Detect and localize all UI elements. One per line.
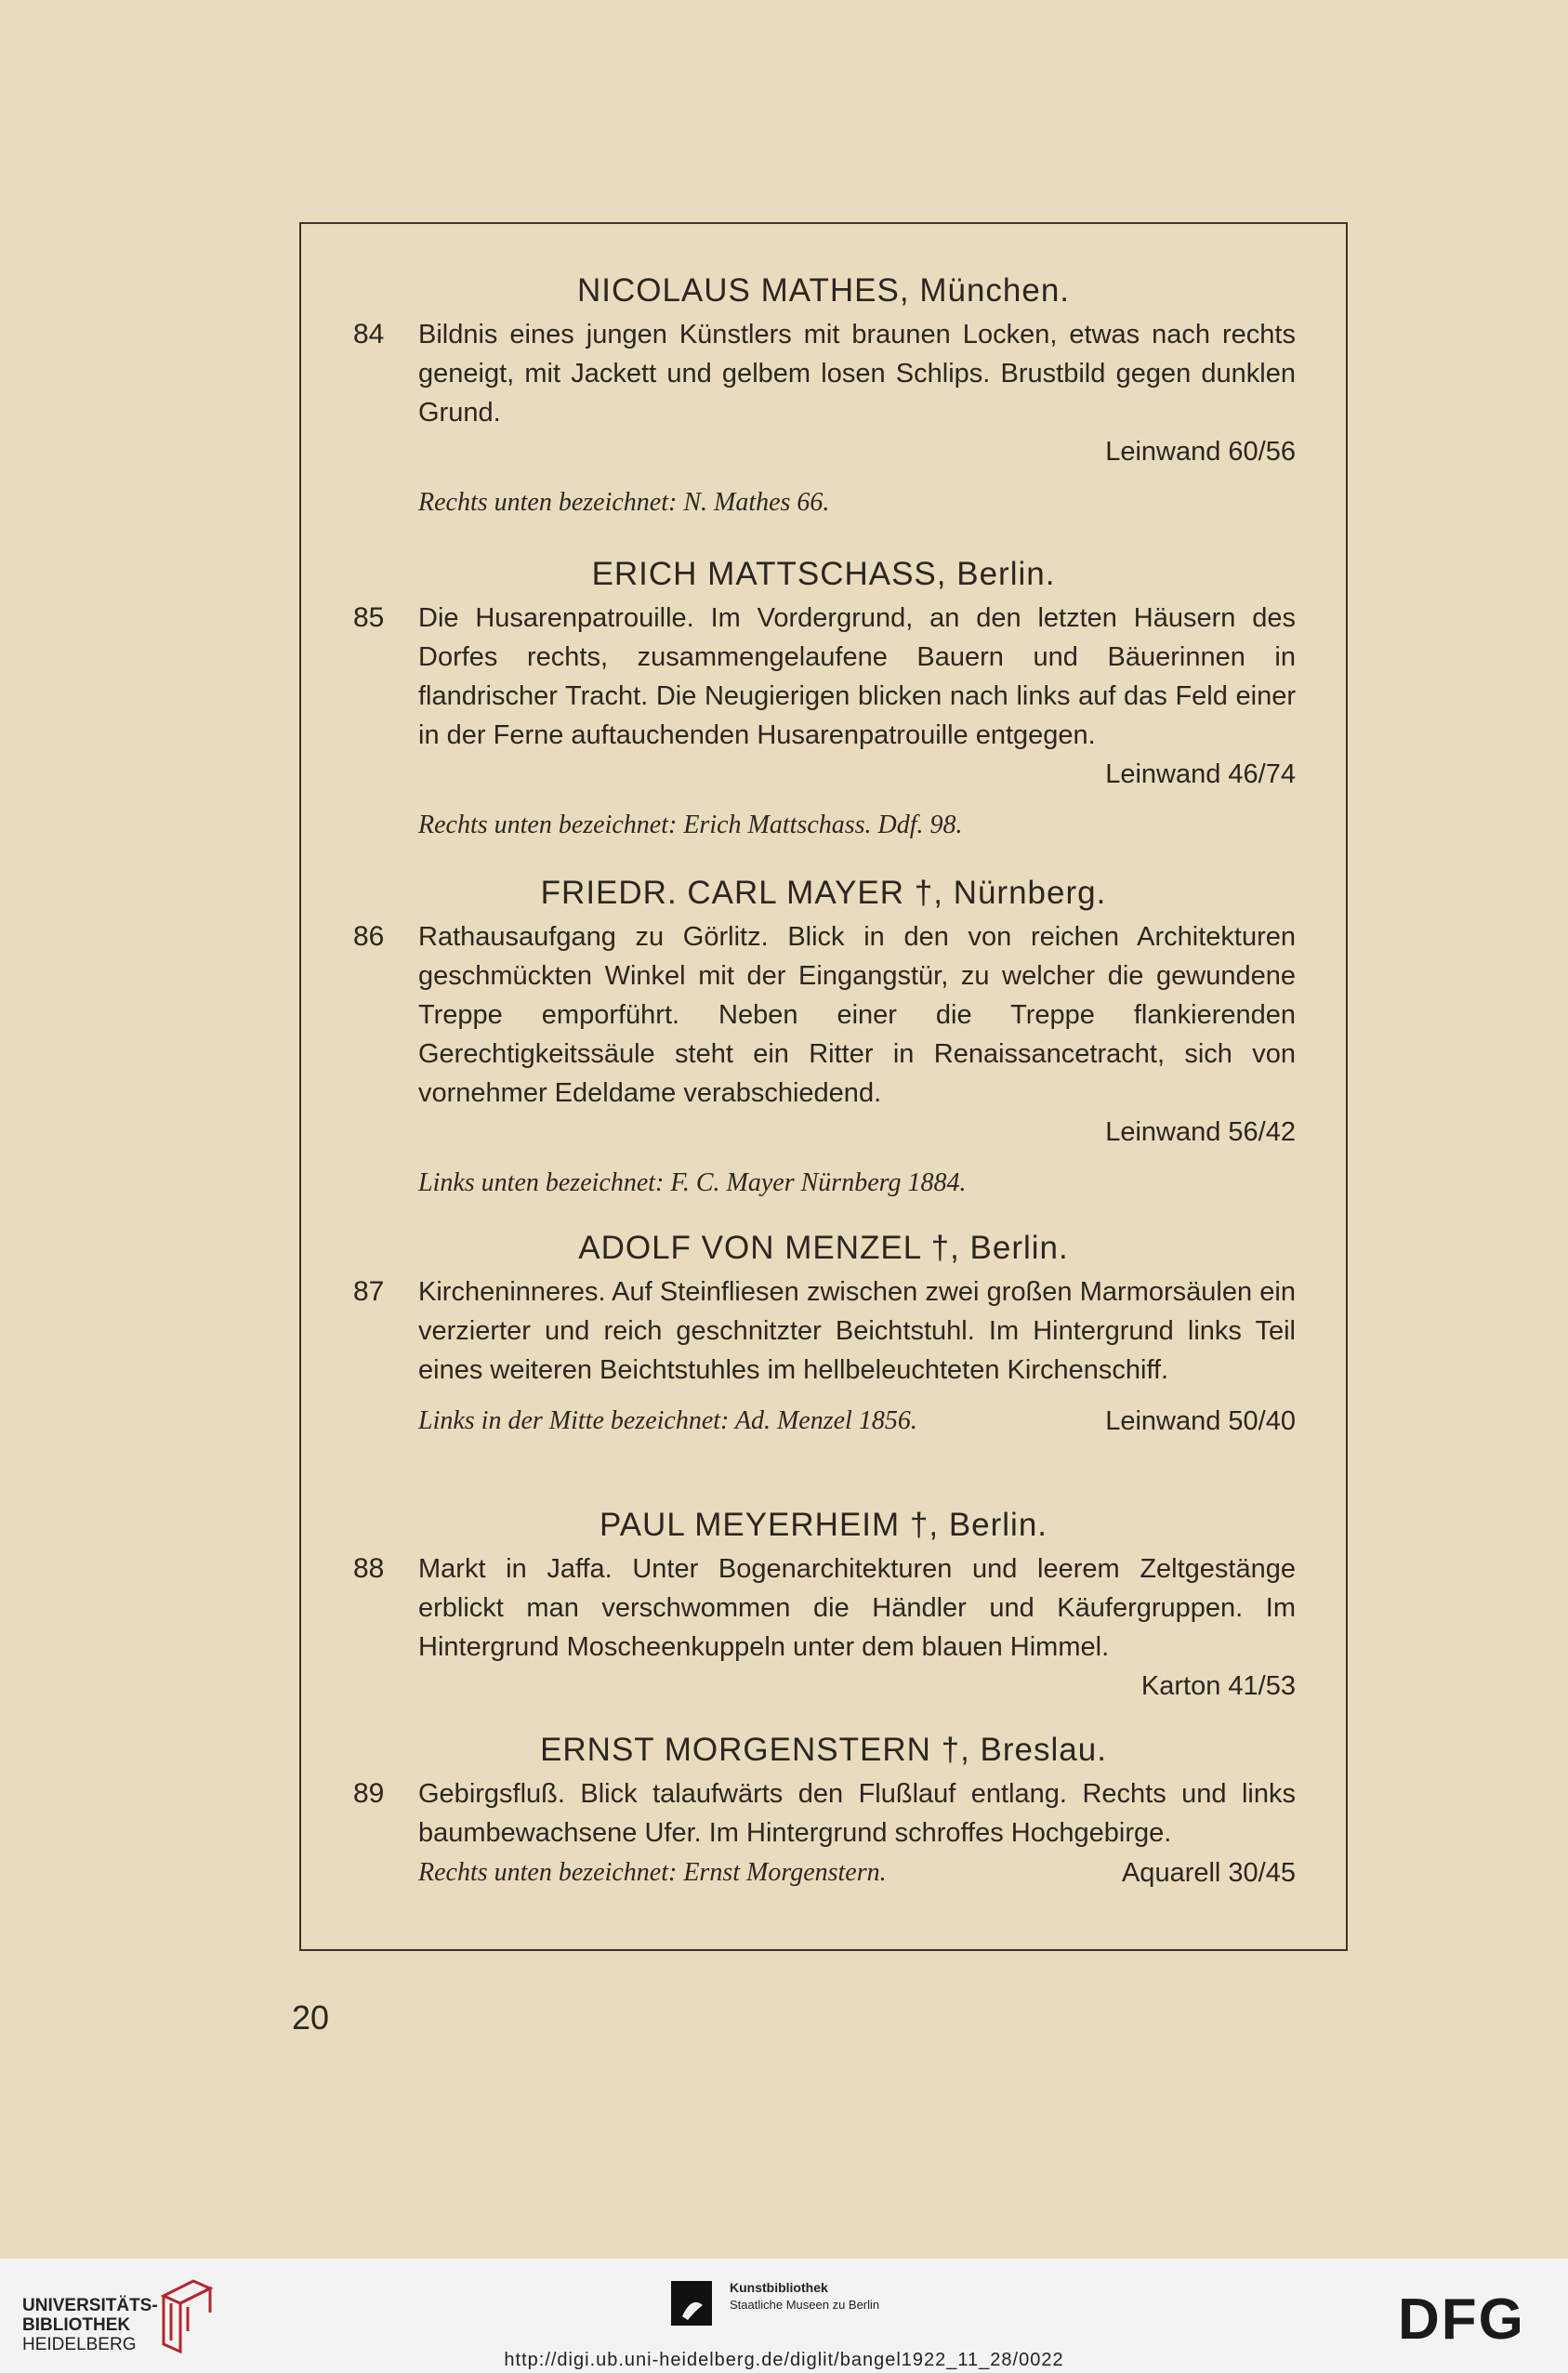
- description-text: Gebirgsfluß. Blick talaufwärts den Flußlauf entlang. Rechts und links baumbewachsene Ufer. Im Hintergrund schroffes Hochgebirge.: [418, 1779, 1296, 1848]
- lot-description: [418, 1272, 1296, 1390]
- technique: Leinwand 56/42: [1105, 1117, 1296, 1147]
- library-logo-icon: [156, 2275, 217, 2355]
- lot-description: [418, 917, 1296, 1152]
- artist-heading: ERNST MORGENSTERN †, Breslau.: [540, 1732, 1107, 1768]
- lot-description: [418, 599, 1296, 794]
- technique: Karton 41/53: [1140, 1671, 1296, 1701]
- lot-number: 87: [353, 1276, 385, 1307]
- catalog-entry-89: [301, 1730, 1346, 1892]
- kunstbibliothek-name: Kunstbibliothek Staatliche Museen zu Berlin: [730, 2280, 880, 2312]
- technique: Leinwand 46/74: [1105, 759, 1296, 789]
- technique: Leinwand 50/40: [1105, 1406, 1296, 1436]
- description-text: Kircheninneres. Auf Steinfliesen zwischen zwei großen Marmorsäulen ein verzierter und reich geschnitzter Beichtstuhl. Im Hintergrund links Teil eines weiteren Beichtstuhles im hellbeleuchteten Kirchenschiff.: [418, 1277, 1296, 1385]
- page-number: 20: [292, 1998, 330, 2037]
- signature-note: Rechts unten bezeichnet: Erich Mattschass. Ddf. 98.: [418, 811, 963, 839]
- signature-note: Rechts unten bezeichnet: N. Mathes 66.: [418, 488, 830, 517]
- source-url[interactable]: http://digi.ub.uni-heidelberg.de/diglit/bangel1922_11_28/0022: [504, 2350, 1064, 2370]
- digitization-footer: [0, 2259, 1568, 2373]
- signature-note: Rechts unten bezeichnet: Ernst Morgenstern. Aquarell 30/45: [418, 1854, 1296, 1892]
- dfg-logo: DFG: [1398, 2287, 1525, 2352]
- catalog-frame: [299, 222, 1348, 1951]
- description-text: Die Husarenpatrouille. Im Vordergrund, an den letzten Häusern des Dorfes rechts, zusammengelaufene Bauern und Bäuerinnen in flandrischer Tracht. Die Neugierigen blicken nach links auf das Feld einer in der Ferne auftauchenden Husarenpatrouille entgegen.: [418, 603, 1296, 750]
- lot-number: 85: [353, 602, 385, 633]
- catalog-entry-84: [301, 270, 1346, 521]
- lot-description: [418, 1549, 1296, 1706]
- description-text: Bildnis eines jungen Künstlers mit braunen Locken, etwas nach rechts geneigt, mit Jackett und gelbem losen Schlips. Brustbild gegen dunklen Grund.: [418, 320, 1296, 428]
- artist-heading: FRIEDR. CARL MAYER †, Nürnberg.: [540, 875, 1107, 911]
- signature-note: Links unten bezeichnet: F. C. Mayer Nürnberg 1884.: [418, 1168, 967, 1197]
- lot-number: 84: [353, 319, 385, 349]
- artist-heading: ERICH MATTSCHASS, Berlin.: [591, 556, 1056, 592]
- lot-number: 86: [353, 921, 385, 952]
- lot-description: [418, 315, 1296, 471]
- catalog-entry-87: [301, 1228, 1346, 1440]
- library-name: UNIVERSITÄTS- BIBLIOTHEK HEIDELBERG: [22, 2296, 158, 2354]
- technique: Leinwand 60/56: [1105, 437, 1296, 467]
- description-text: Markt in Jaffa. Unter Bogenarchitekturen und leerem Zeltgestänge erblickt man verschwommen die Händler und Käufergruppen. Im Hintergrund Moscheenkuppeln unter dem blauen Himmel.: [418, 1554, 1296, 1662]
- lot-number: 88: [353, 1553, 385, 1584]
- kunstbibliothek-logo-icon: [669, 2279, 714, 2327]
- lot-description: [418, 1774, 1296, 1852]
- catalog-entry-88: [301, 1505, 1346, 1706]
- artist-heading: NICOLAUS MATHES, München.: [576, 272, 1071, 309]
- artist-heading: PAUL MEYERHEIM †, Berlin.: [599, 1507, 1048, 1543]
- lot-number: 89: [353, 1778, 385, 1809]
- technique: Aquarell 30/45: [1121, 1858, 1296, 1888]
- artist-heading: ADOLF VON MENZEL †, Berlin.: [578, 1230, 1069, 1266]
- description-text: Rathausaufgang zu Görlitz. Blick in den von reichen Architekturen geschmückten Winkel mit der Eingangstür, zu welcher die gewundene Treppe emporführt. Neben einer die Treppe flankierenden Gerechtigkeitssäule steht ein Ritter in Renaissancetracht, sich von vornehmer Edeldame verabschiedend.: [418, 922, 1296, 1108]
- catalog-entry-86: [301, 873, 1346, 1202]
- signature-note: Links in der Mitte bezeichnet: Ad. Menzel 1856. Leinwand 50/40: [418, 1403, 1296, 1440]
- catalog-entry-85: [301, 554, 1346, 844]
